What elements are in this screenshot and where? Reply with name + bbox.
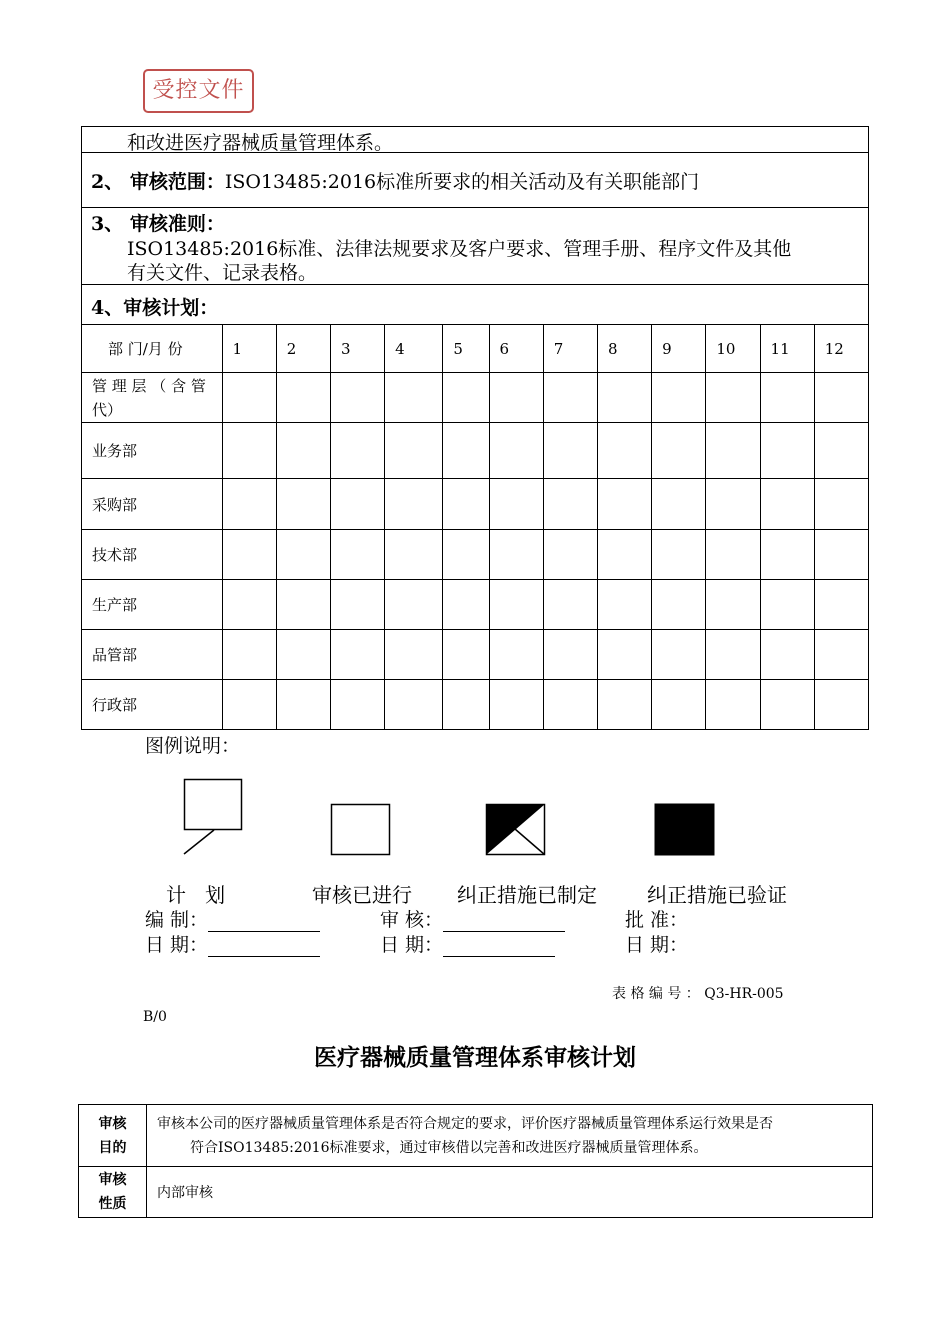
purpose-text: 审核本公司的医疗器械质量管理体系是否符合规定的要求，评价医疗器械质量管理体系运行效果是否 符合ISO13485:2016标准要求，通过审核借以完善和改进医疗器械质量管理体系。 (147, 1105, 873, 1167)
compile-date-line (208, 934, 320, 957)
table-row (82, 373, 869, 423)
approve-date-field (625, 930, 688, 957)
month-header: 8 (597, 325, 651, 373)
approve-field (625, 905, 688, 932)
table-header-row (82, 325, 869, 373)
date-label: 日 期： (380, 934, 444, 956)
criteria-text-line-1: ISO13485:2016标准、法律法规要求及客户要求、管理手册、程序文件及其他 (127, 238, 792, 260)
review-signature-line (443, 909, 565, 932)
nature-label: 审核 性质 (79, 1167, 147, 1218)
table-row (82, 423, 869, 479)
table-row (82, 680, 869, 730)
month-header: 12 (814, 325, 868, 373)
legend-label-corrective-verified: 纠正措施已验证 (647, 883, 787, 907)
legend-label-plan: 计 划 (166, 883, 226, 907)
audit-done-legend-icon (330, 803, 392, 857)
table-row (82, 479, 869, 530)
audit-plan-table (81, 324, 869, 730)
department-cell: 技术部 (82, 530, 223, 580)
legend-title: 图例说明： (145, 735, 241, 757)
department-cell: 业务部 (82, 423, 223, 479)
month-header: 7 (543, 325, 597, 373)
month-header: 1 (222, 325, 276, 373)
plan-divider (81, 284, 869, 285)
department-cell: 行政部 (82, 680, 223, 730)
date-label: 日 期： (625, 934, 689, 956)
review-label: 审 核： (380, 909, 444, 931)
month-header: 2 (276, 325, 330, 373)
department-cell: 品管部 (82, 630, 223, 680)
plan-label: 4、审核计划： (91, 297, 219, 319)
review-date-field (380, 930, 555, 957)
criteria-text-line-2: 有关文件、记录表格。 (127, 262, 318, 284)
nature-text: 内部审核 (147, 1167, 873, 1218)
table-row (82, 580, 869, 630)
compile-date-field (145, 930, 320, 957)
month-header: 6 (489, 325, 543, 373)
criteria-label: 3、 审核准则： (91, 213, 225, 235)
month-header: 11 (760, 325, 814, 373)
legend-label-audit-done: 审核已进行 (312, 883, 412, 907)
month-header: 10 (706, 325, 760, 373)
plan-legend-icon (180, 776, 246, 856)
table-row (79, 1167, 873, 1218)
compile-label: 编 制： (145, 909, 209, 931)
version-number: B/0 (143, 1009, 167, 1025)
scope-text: ISO13485:2016标准所要求的相关活动及有关职能部门 (224, 171, 700, 193)
audit-plan-info-table (78, 1104, 873, 1218)
form-number: 表 格 编 号 ： Q3-HR-005 (612, 986, 784, 1002)
controlled-document-stamp: 受控文件 (143, 69, 254, 113)
purpose-label: 审核 目的 (79, 1105, 147, 1167)
month-header: 9 (652, 325, 706, 373)
month-header: 4 (385, 325, 443, 373)
department-cell: 生产部 (82, 580, 223, 630)
department-cell: 采购部 (82, 479, 223, 530)
department-cell: 管 理 层 （ 含 管 代） (82, 373, 223, 423)
corrective-action-verified-legend-icon (654, 803, 716, 857)
legend-label-corrective-planned: 纠正措施已制定 (457, 883, 597, 907)
month-header: 5 (443, 325, 489, 373)
month-header: 3 (330, 325, 384, 373)
scope-row (91, 167, 699, 194)
scope-divider (81, 152, 869, 153)
compile-field (145, 905, 320, 932)
criteria-divider (81, 207, 869, 208)
compile-signature-line (208, 909, 320, 932)
continuation-text: 和改进医疗器械质量管理体系。 (127, 132, 394, 154)
date-label: 日 期： (145, 934, 209, 956)
header-department-month: 部 门/月 份 (82, 325, 223, 373)
approve-label: 批 准： (625, 909, 689, 931)
review-field (380, 905, 565, 932)
top-border (81, 126, 869, 127)
review-date-line (443, 934, 555, 957)
corrective-action-planned-legend-icon (485, 803, 547, 857)
table-row (79, 1105, 873, 1167)
table-row (82, 530, 869, 580)
table-row (82, 630, 869, 680)
scope-label: 2、 审核范围： (91, 171, 225, 193)
document-title: 医疗器械质量管理体系审核计划 (314, 1045, 636, 1071)
